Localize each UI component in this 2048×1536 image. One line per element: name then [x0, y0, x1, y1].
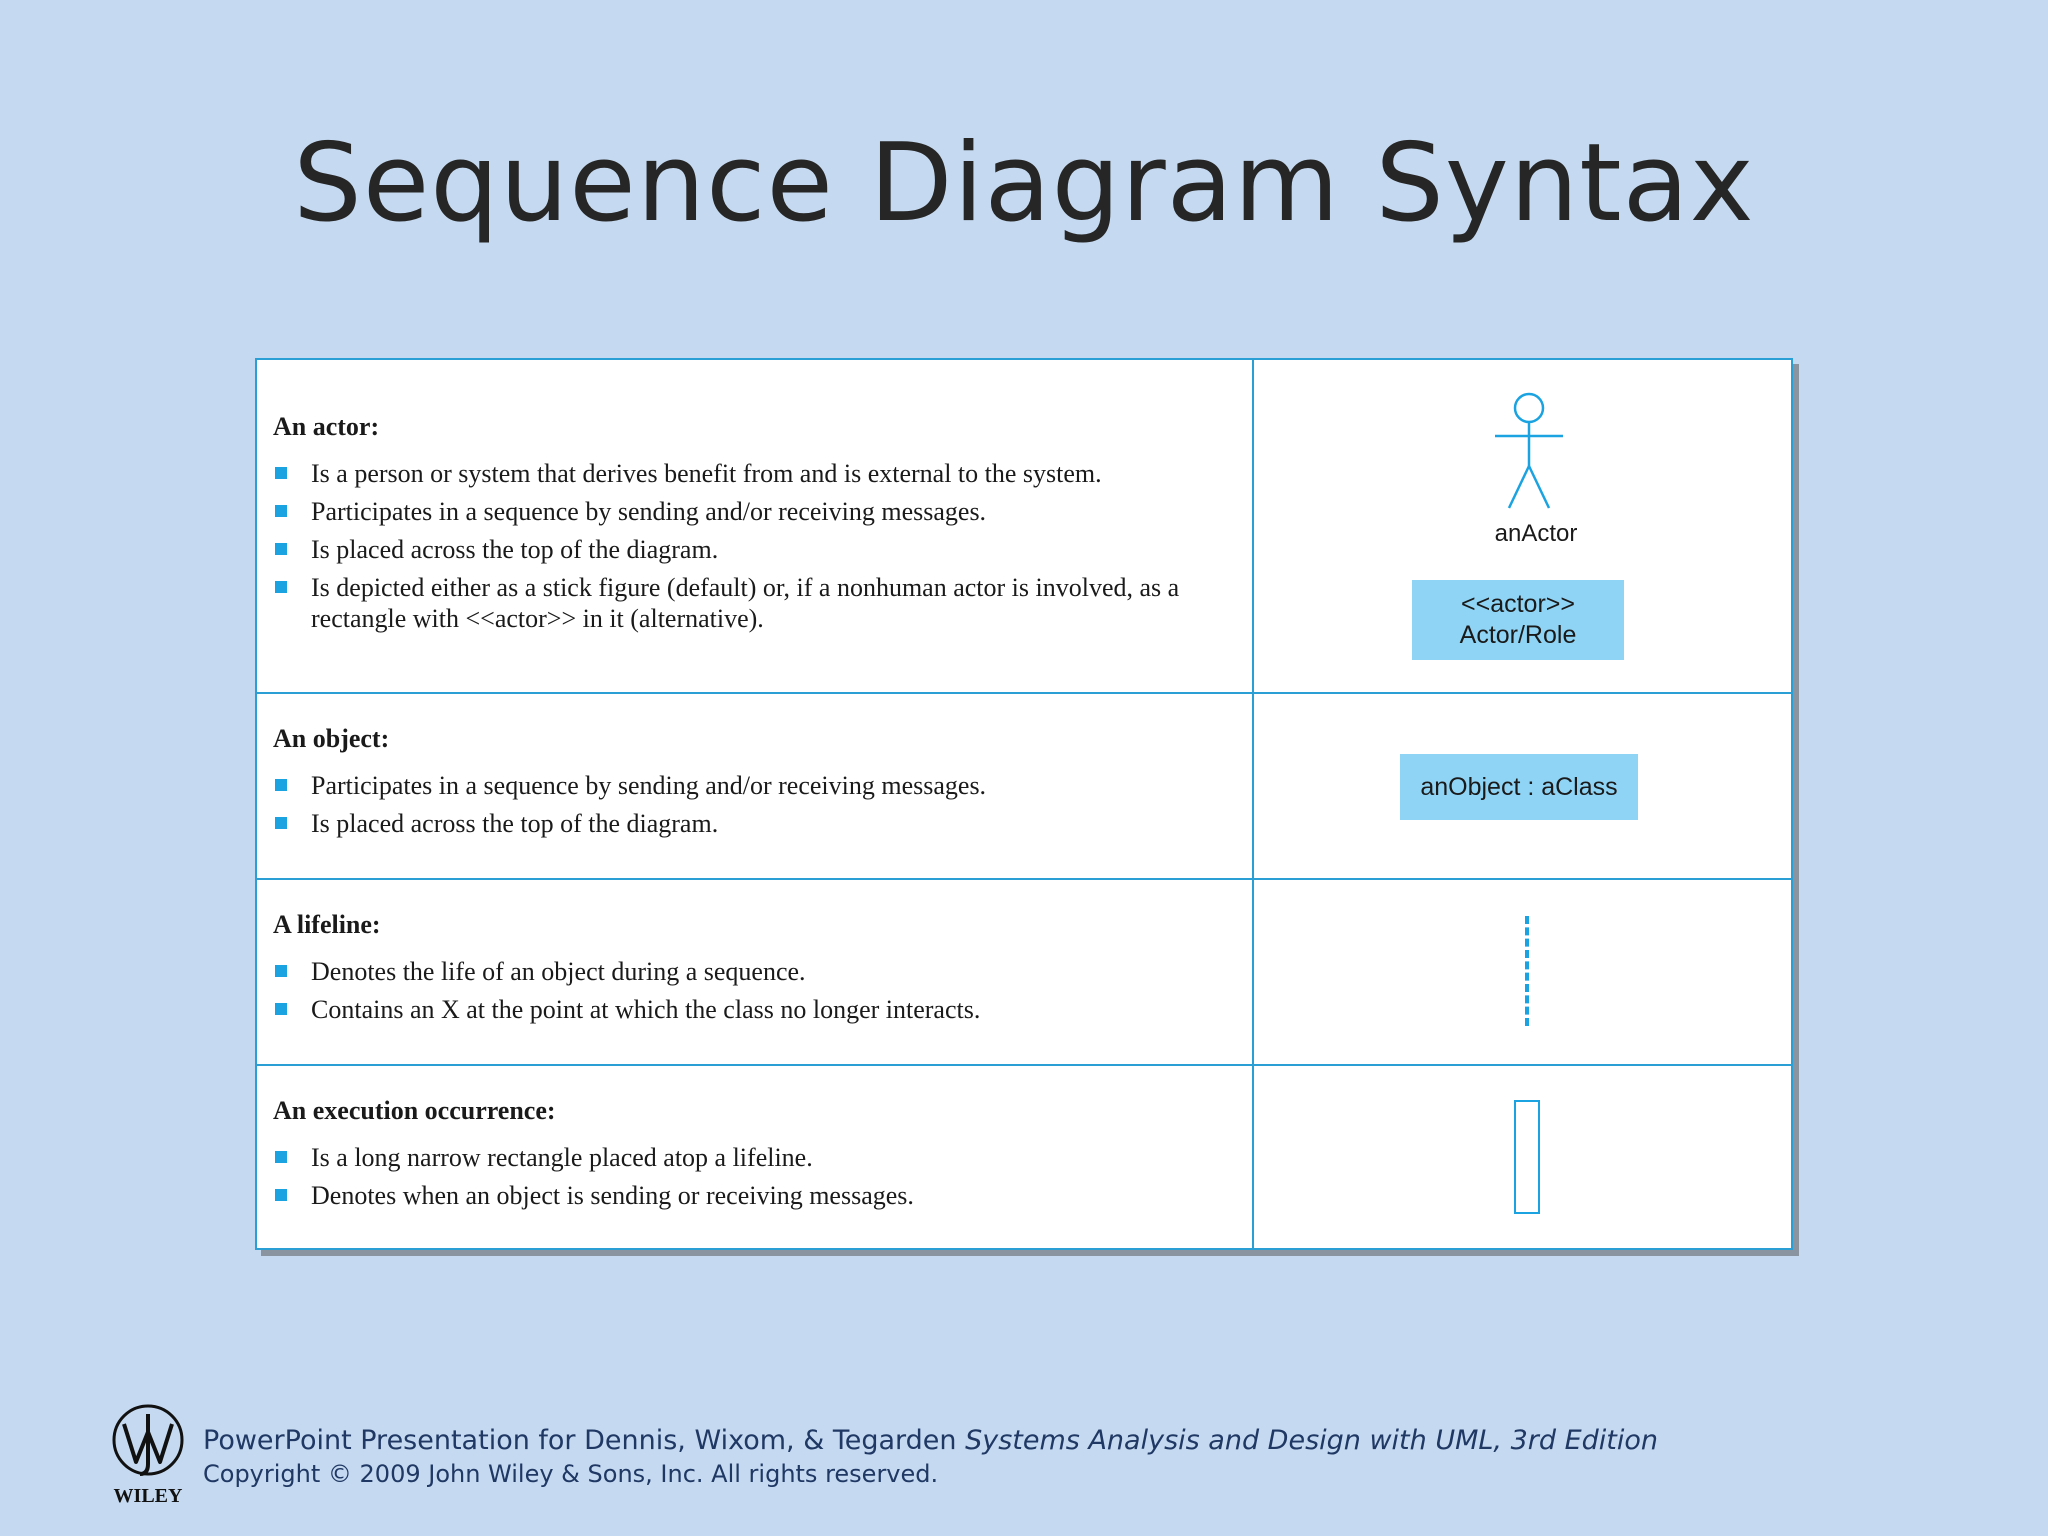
list-item: Contains an X at the point at which the class no longer interacts.: [273, 994, 1243, 1025]
list-item: Is a long narrow rectangle placed atop a lifeline.: [273, 1142, 1243, 1173]
list-item: Is a person or system that derives benefit from and is external to the system.: [273, 458, 1243, 489]
row-heading: A lifeline:: [273, 910, 381, 939]
bullet-list: [273, 458, 1243, 634]
list-item: Participates in a sequence by sending and/or receiving messages.: [273, 770, 1243, 801]
actor-role-box: <<actor>> Actor/Role: [1412, 580, 1624, 660]
row-figure: [1254, 880, 1791, 1064]
bullet-list: [273, 1142, 1243, 1211]
slide-title: Sequence Diagram Syntax: [293, 121, 1755, 246]
syntax-table: [255, 358, 1793, 1250]
list-item: Is placed across the top of the diagram.: [273, 808, 1243, 839]
row-heading: An execution occurrence:: [273, 1096, 556, 1125]
wiley-logo-text: WILEY: [113, 1485, 183, 1506]
square-bullet-icon: [275, 505, 287, 517]
object-box: anObject : aClass: [1400, 754, 1638, 820]
list-item: Is placed across the top of the diagram.: [273, 534, 1243, 565]
list-item: Denotes when an object is sending or receiving messages.: [273, 1180, 1243, 1211]
list-item: Participates in a sequence by sending and/or receiving messages.: [273, 496, 1243, 527]
lifeline-icon: [1525, 916, 1529, 1026]
row-heading: An object:: [273, 724, 390, 753]
row-text: [273, 910, 1243, 1032]
square-bullet-icon: [275, 817, 287, 829]
footer: [203, 1424, 1658, 1490]
bullet-list: [273, 956, 1243, 1025]
actor-label: anActor: [1494, 520, 1578, 547]
list-item: Denotes the life of an object during a sequence.: [273, 956, 1243, 987]
row-text: [273, 724, 1243, 846]
wiley-logo-icon: [110, 1402, 186, 1506]
row-figure: [1254, 360, 1791, 692]
square-bullet-icon: [275, 467, 287, 479]
table-row-execution: [257, 1066, 1791, 1248]
bullet-list: [273, 770, 1243, 839]
table-row-lifeline: [257, 880, 1791, 1066]
footer-citation: PowerPoint Presentation for Dennis, Wixom, & Tegarden Systems Analysis and Design with UML, 3rd Edition: [203, 1425, 1659, 1456]
square-bullet-icon: [275, 779, 287, 791]
square-bullet-icon: [275, 581, 287, 593]
row-figure: [1254, 694, 1791, 878]
footer-copyright: Copyright © 2009 John Wiley & Sons, Inc. All rights reserved.: [203, 1460, 939, 1488]
list-item: Is depicted either as a stick figure (default) or, if a nonhuman actor is involved, as a rectangle with <<actor>> in it (alternative).: [273, 572, 1243, 634]
square-bullet-icon: [275, 1003, 287, 1015]
square-bullet-icon: [275, 1189, 287, 1201]
row-heading: An actor:: [273, 412, 380, 441]
row-text: [273, 412, 1243, 641]
stick-figure-icon: [1489, 392, 1569, 512]
square-bullet-icon: [275, 965, 287, 977]
row-text: [273, 1096, 1243, 1218]
table-row-actor: [257, 360, 1791, 694]
table-row-object: [257, 694, 1791, 880]
square-bullet-icon: [275, 543, 287, 555]
row-figure: [1254, 1066, 1791, 1248]
square-bullet-icon: [275, 1151, 287, 1163]
execution-occurrence-icon: [1514, 1100, 1540, 1214]
